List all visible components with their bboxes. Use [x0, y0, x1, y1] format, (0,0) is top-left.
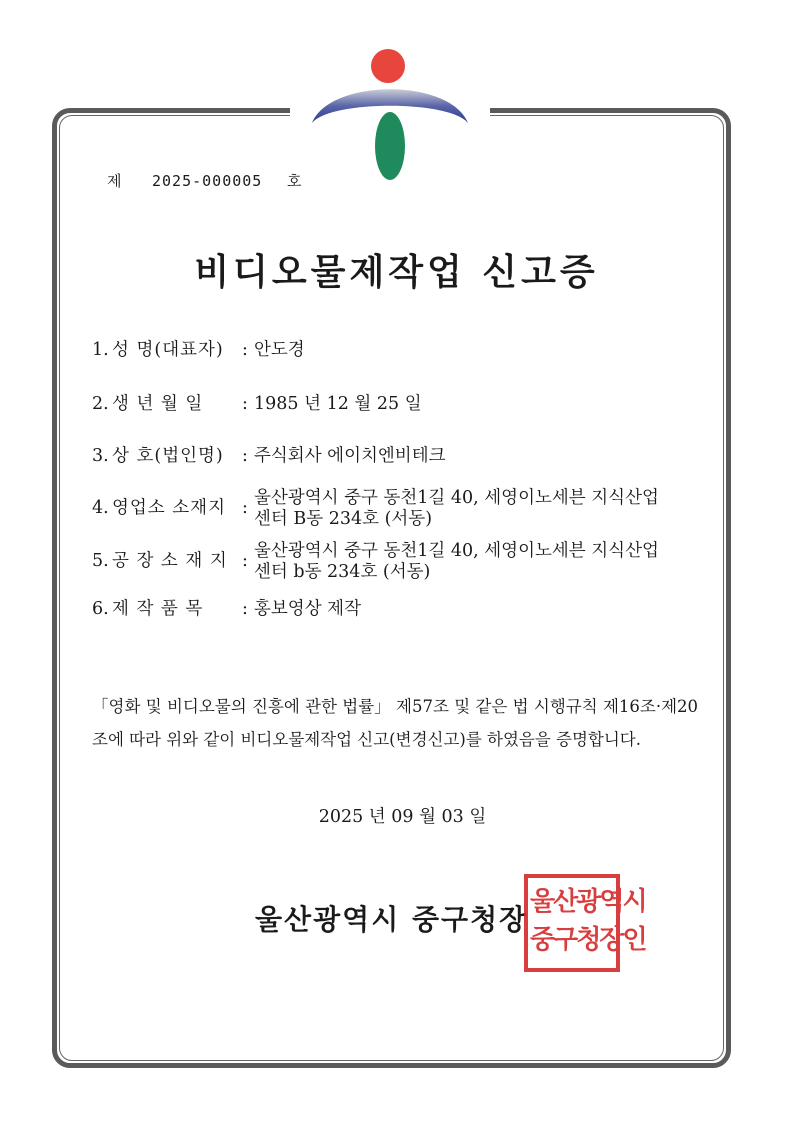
seal-line-2: 중구청장인 [530, 925, 646, 955]
field-number: 2. [92, 394, 109, 414]
seal-line-1: 울산광역시 [530, 887, 646, 917]
field-value [254, 488, 704, 530]
field-value: 안도경 [254, 340, 305, 360]
field-value: 홍보영상 제작 [254, 599, 361, 619]
certificate-number [107, 170, 303, 191]
field-label: 영업소 소재지 [112, 498, 226, 518]
emblem-green-shape [375, 112, 405, 180]
field-label: 상 호(법인명) [112, 446, 224, 466]
certification-statement: 「영화 및 비디오물의 진흥에 관한 법률」 제57조 및 같은 법 시행규칙 제16조·제20조에 따라 위와 같이 비디오물제작업 신고(변경신고)를 하였음을 증명합니다. [92, 697, 698, 749]
field-number: 5. [92, 551, 109, 571]
field-value [254, 541, 704, 583]
field-colon: : [242, 446, 248, 466]
field-label: 생 년 월 일 [112, 394, 204, 414]
emblem-red-circle [371, 49, 405, 83]
field-label: 성 명(대표자) [112, 340, 224, 360]
field-number: 6. [92, 599, 109, 619]
field-label: 제 작 품 목 [112, 599, 204, 619]
cert-number-value: 2025-000005 [152, 172, 263, 190]
field-colon: : [242, 551, 248, 571]
field-representative [92, 340, 305, 361]
field-number: 3. [92, 446, 109, 466]
field-colon: : [242, 599, 248, 619]
field-production-item [92, 599, 361, 620]
issuer-name: 울산광역시 중구청장 [255, 903, 529, 936]
address-line-1: 울산광역시 중구 동천1길 40, 세영이노세븐 지식산업 [254, 541, 659, 561]
field-birthdate [92, 394, 422, 415]
address-line-2: 센터 b동 234호 (서동) [254, 562, 431, 582]
field-company-name [92, 446, 446, 467]
field-value: 주식회사 에이치엔비테크 [254, 446, 446, 466]
cert-suffix: 호 [287, 172, 303, 190]
field-number: 4. [92, 498, 109, 518]
issue-date: 2025 년 09 월 03 일 [318, 807, 487, 827]
official-seal [524, 874, 646, 972]
field-colon: : [242, 340, 248, 360]
field-value: 1985 년 12 월 25 일 [254, 394, 422, 414]
field-factory-address [92, 541, 704, 583]
field-business-address [92, 488, 704, 530]
address-line-1: 울산광역시 중구 동천1길 40, 세영이노세븐 지식산업 [254, 488, 659, 508]
address-line-2: 센터 B동 234호 (서동) [254, 509, 433, 529]
field-colon: : [242, 394, 248, 414]
field-number: 1. [92, 340, 109, 360]
document-title: 비디오물제작업 신고증 [194, 251, 599, 293]
cert-prefix: 제 [107, 172, 123, 190]
field-colon: : [242, 498, 248, 518]
field-label: 공 장 소 재 지 [112, 551, 228, 571]
government-emblem [290, 38, 490, 188]
